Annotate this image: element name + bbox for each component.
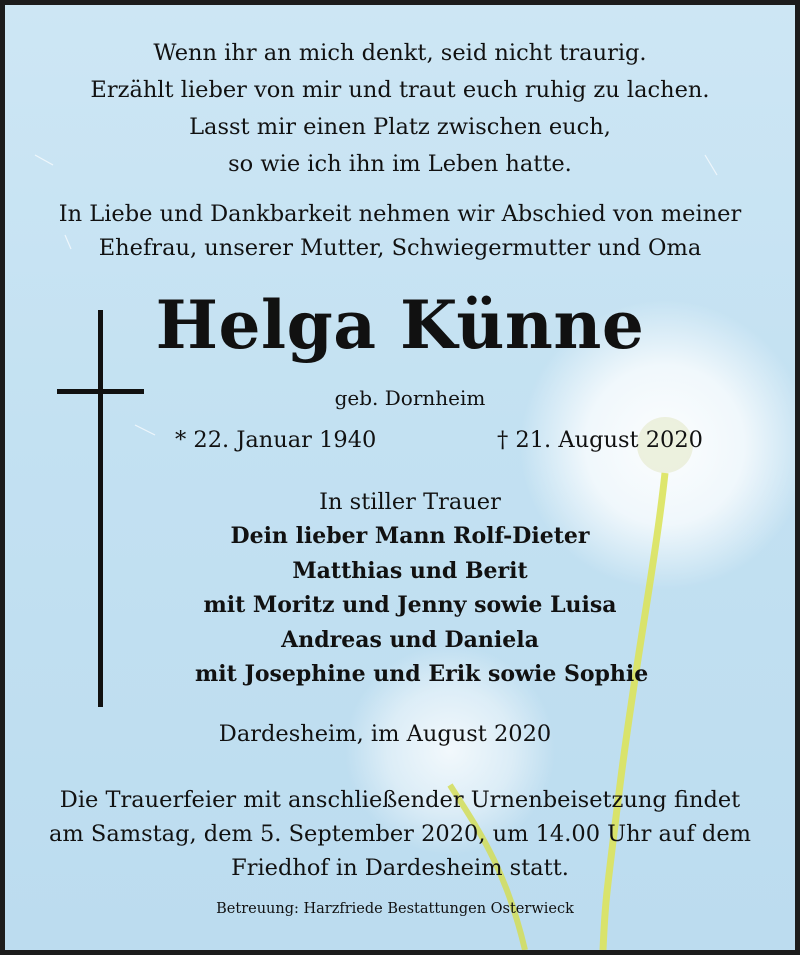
maiden-name: geb. Dornheim <box>334 386 486 410</box>
family-line: Matthias und Berit <box>292 557 528 584</box>
family-line: mit Moritz und Jenny sowie Luisa <box>203 592 617 618</box>
cross-icon-bar <box>57 389 144 394</box>
farewell-intro <box>5 197 795 265</box>
family-line: mit Josephine und Erik sowie Sophie <box>195 661 649 687</box>
ceremony-line: Friedhof in Dardesheim statt. <box>231 855 569 881</box>
poem-line: Erzählt lieber von mir und traut euch ruhig zu lachen. <box>90 77 710 103</box>
family-line: Andreas und Daniela <box>281 626 539 653</box>
place-date: Dardesheim, im August 2020 <box>218 721 552 747</box>
poem <box>5 35 795 183</box>
mourning-heading: In stiller Trauer <box>319 489 501 515</box>
intro-line: Ehefrau, unserer Mutter, Schwiegermutter und Oma <box>98 235 702 261</box>
funeral-home-credit: Betreuung: Harzfriede Bestattungen Osterwieck <box>216 901 574 917</box>
family-line: Dein lieber Mann Rolf-Dieter <box>230 523 590 549</box>
ceremony-info <box>5 783 795 885</box>
ceremony-line: am Samstag, dem 5. September 2020, um 14.00 Uhr auf dem <box>49 821 751 847</box>
birth-date: * 22. Januar 1940 <box>175 427 377 453</box>
death-date: † 21. August 2020 <box>497 427 703 453</box>
poem-line: Lasst mir einen Platz zwischen euch, <box>189 114 611 140</box>
poem-line: so wie ich ihn im Leben hatte. <box>228 151 572 177</box>
deceased-name: Helga Künne <box>155 286 645 364</box>
ceremony-line: Die Trauerfeier mit anschließender Urnenbeisetzung findet <box>59 787 741 813</box>
family-list <box>195 519 649 692</box>
intro-line: In Liebe und Dankbarkeit nehmen wir Abschied von meiner <box>58 201 742 227</box>
poem-line: Wenn ihr an mich denkt, seid nicht traurig. <box>153 40 647 66</box>
cross-icon <box>98 310 103 707</box>
